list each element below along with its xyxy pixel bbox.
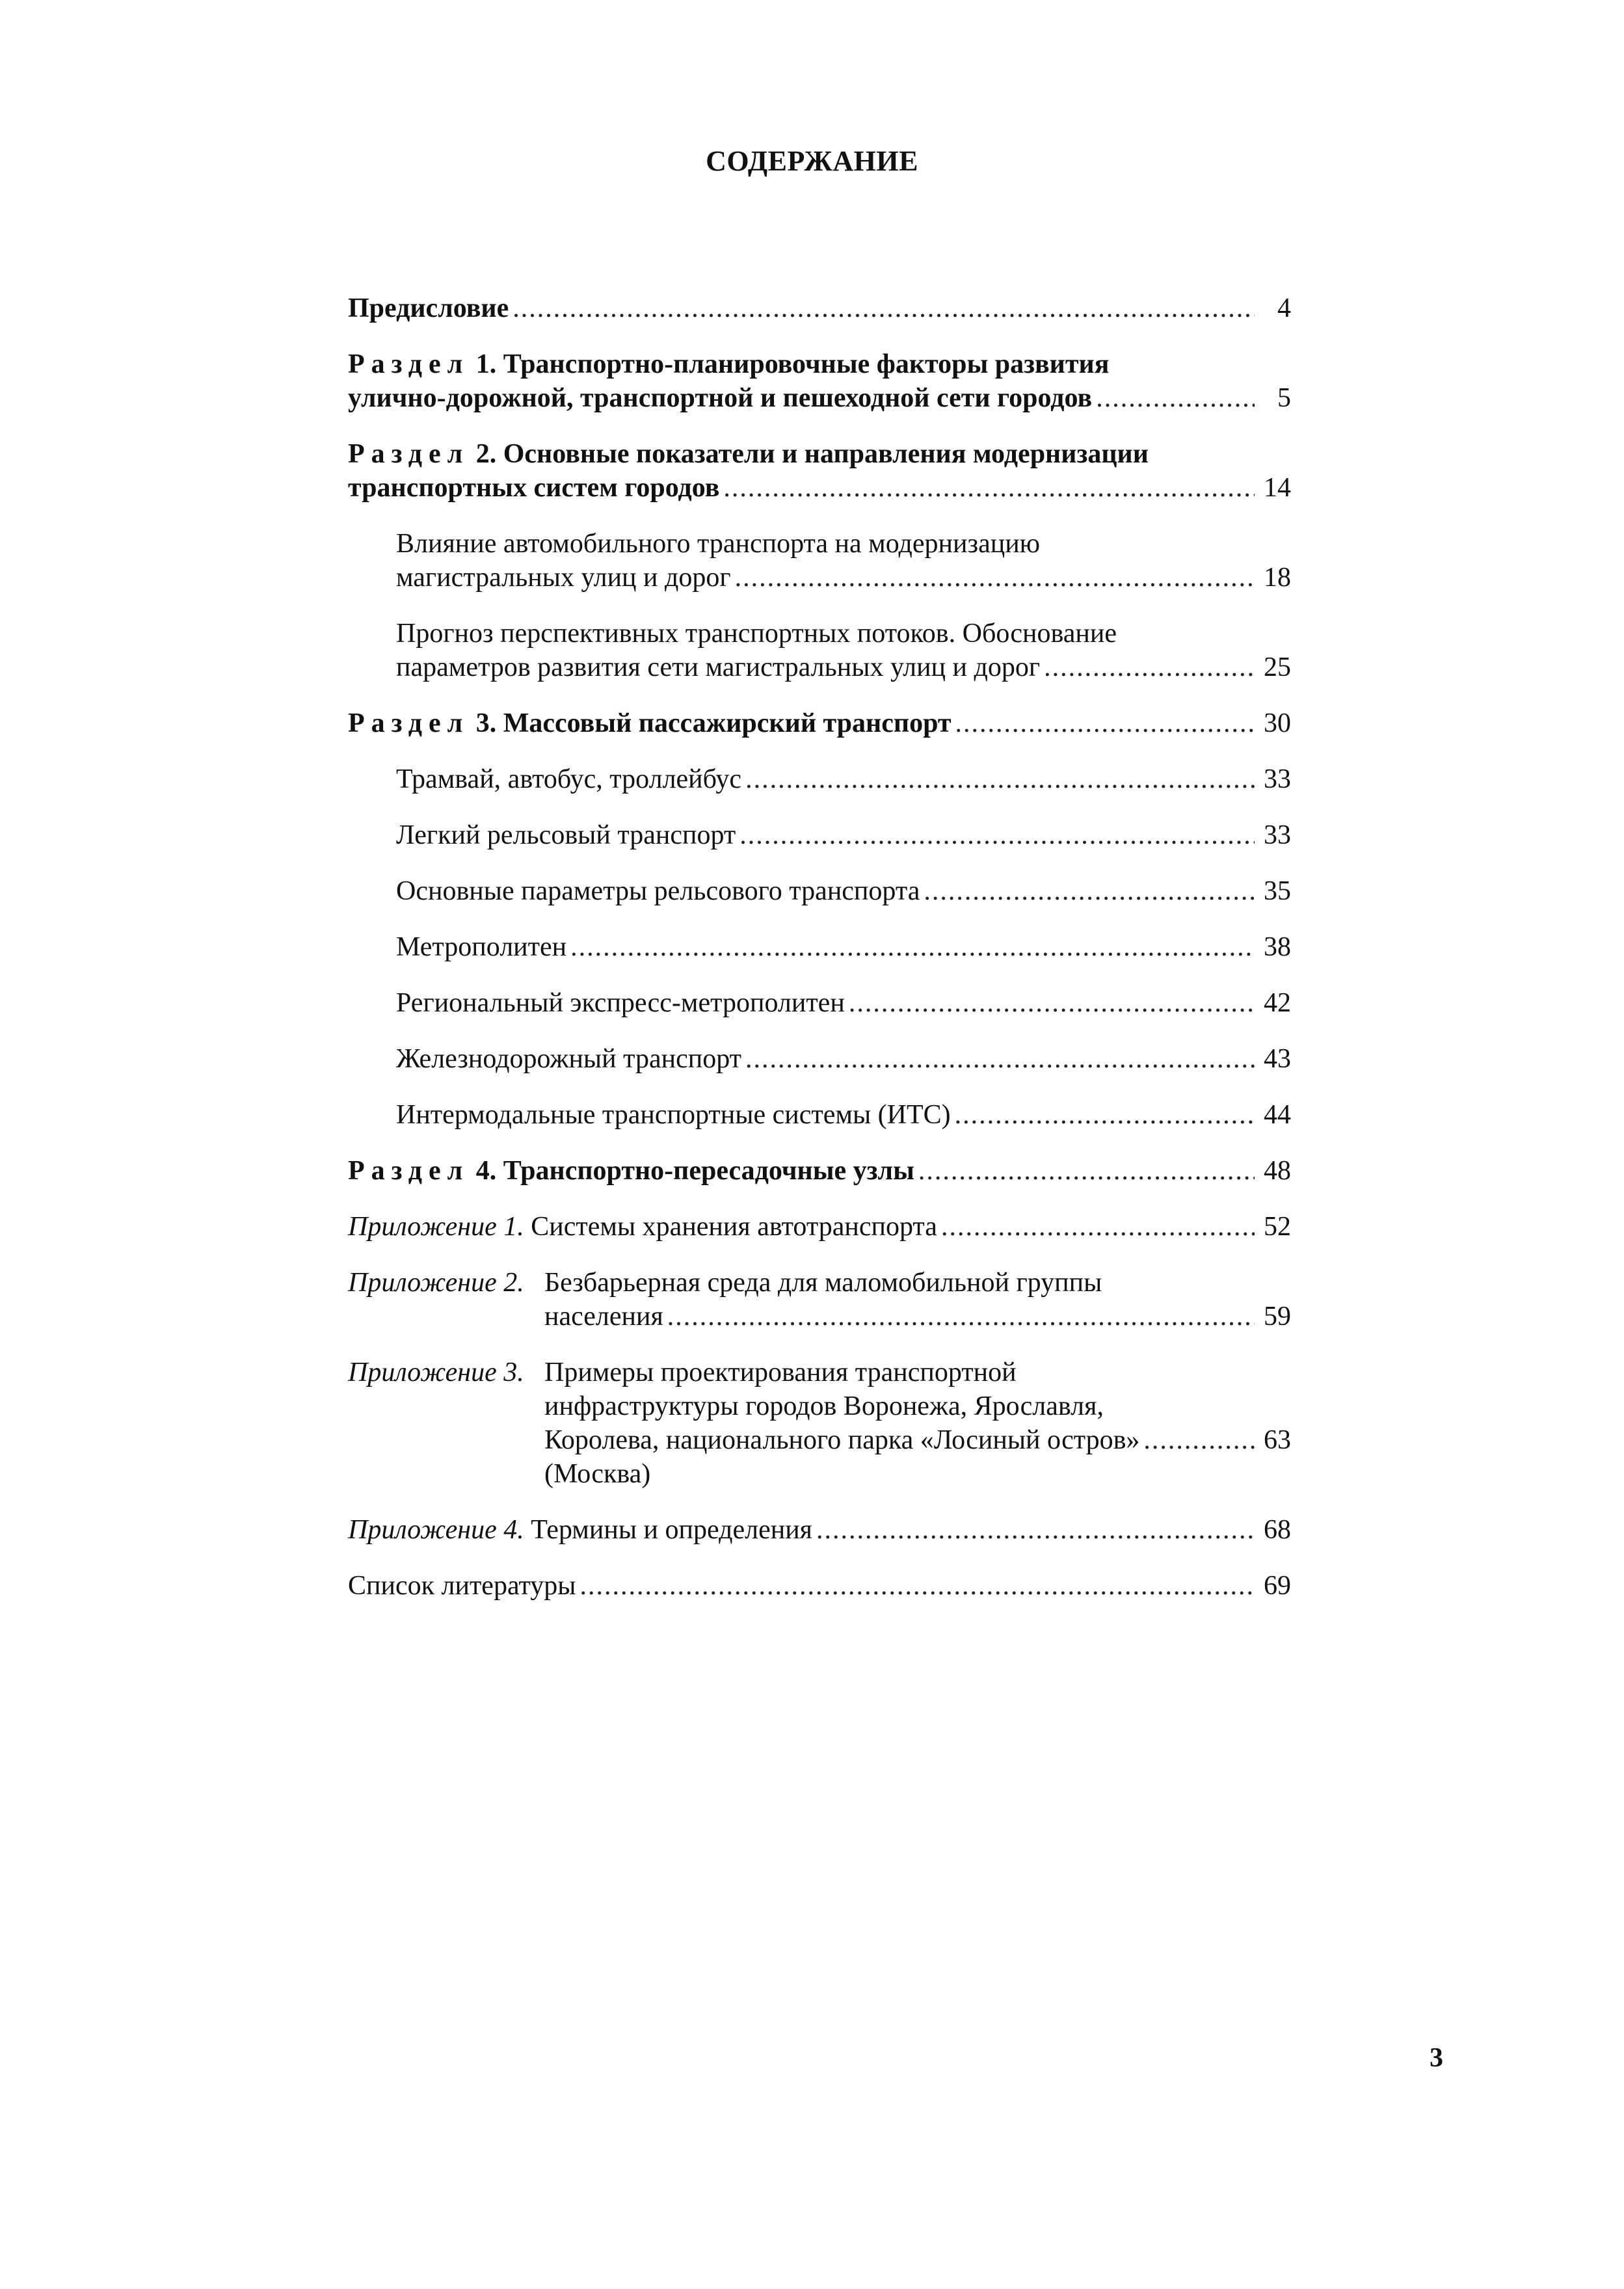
leader-dots <box>1143 1423 1255 1457</box>
leader-dots <box>723 471 1255 505</box>
toc-entry-label: Термины и определения <box>531 1515 812 1545</box>
toc-page-number: 48 <box>1264 1156 1291 1186</box>
toc-page-number: 33 <box>1264 764 1291 794</box>
toc-entry-label: Транспортно-планировочные факторы развития <box>503 349 1110 379</box>
leader-dots <box>745 762 1255 796</box>
toc-page-number: 52 <box>1264 1212 1291 1242</box>
toc-page-number: 4 <box>1277 293 1291 323</box>
toc-entry-label: Основные параметры рельсового транспорта <box>396 876 920 906</box>
toc-entry-label-cont: инфраструктуры городов Воронежа, Ярославля, <box>544 1391 1104 1421</box>
section-prefix: Раздел <box>348 439 470 469</box>
toc-entry-subsection[interactable] <box>348 818 1291 852</box>
leader-dots <box>735 561 1255 595</box>
toc-page-number: 33 <box>1264 820 1291 850</box>
toc-entry-subsection[interactable] <box>348 930 1291 964</box>
leader-dots <box>570 930 1255 964</box>
appendix-label: Приложение 3. <box>348 1358 524 1387</box>
toc-entry-label: Легкий рельсовый транспорт <box>396 820 736 850</box>
section-prefix: Раздел <box>348 1156 470 1186</box>
toc-page-number: 69 <box>1264 1571 1291 1601</box>
toc-entry-label-cont: Королева, национального парка «Лосиный остров» <box>544 1425 1140 1455</box>
leader-dots <box>816 1513 1255 1547</box>
toc-entry-appendix-2[interactable] <box>348 1266 1291 1333</box>
toc-page-number: 38 <box>1264 932 1291 962</box>
toc-entry-label: Примеры проектирования транспортной <box>544 1358 1017 1387</box>
leader-dots <box>955 1098 1255 1132</box>
toc-entry-label-cont: параметров развития сети магистральных улиц и дорог <box>396 652 1041 682</box>
leader-dots <box>924 874 1255 908</box>
toc-entry-label-cont: улично-дорожной, транспортной и пешеходной сети городов <box>348 383 1093 413</box>
toc-entry-section-4[interactable] <box>348 1154 1291 1188</box>
section-prefix: Раздел <box>348 708 470 738</box>
toc-entry-label: Транспортно-пересадочные узлы <box>503 1156 914 1186</box>
page-number: 3 <box>1430 2043 1443 2073</box>
section-prefix: Раздел <box>348 349 470 379</box>
appendix-label: Приложение 4. <box>348 1515 524 1545</box>
page-title: СОДЕРЖАНИЕ <box>706 145 918 177</box>
toc-entry-appendix-4[interactable] <box>348 1513 1291 1547</box>
toc-entry-label: Массовый пассажирский транспорт <box>503 708 952 738</box>
toc-page-number: 18 <box>1264 563 1291 593</box>
toc-entry-subsection[interactable] <box>348 762 1291 796</box>
toc-entry-references[interactable] <box>348 1569 1291 1603</box>
toc-entry-label: Прогноз перспективных транспортных потоков. Обоснование <box>396 619 1117 649</box>
toc-page-number: 44 <box>1264 1100 1291 1130</box>
toc-entry-label: Список литературы <box>348 1571 576 1601</box>
toc-entry-section-1[interactable] <box>348 347 1291 415</box>
section-number: 1. <box>475 349 497 379</box>
appendix-label: Приложение 2. <box>348 1268 524 1298</box>
toc-page-number: 30 <box>1264 708 1291 738</box>
toc-page-number: 59 <box>1264 1302 1291 1332</box>
toc-entry-preface[interactable] <box>348 291 1291 325</box>
toc-page-number: 63 <box>1264 1425 1291 1455</box>
leader-dots <box>955 706 1255 740</box>
toc-entry-section-2[interactable] <box>348 437 1291 505</box>
toc-entry-label: Безбарьерная среда для маломобильной группы <box>544 1268 1102 1298</box>
section-number: 2. <box>475 439 497 469</box>
leader-dots <box>941 1210 1255 1244</box>
appendix-label: Приложение 1. <box>348 1212 524 1242</box>
toc-page-number: 43 <box>1264 1044 1291 1074</box>
toc-page-number: 68 <box>1264 1515 1291 1545</box>
toc-page-number: 42 <box>1264 988 1291 1018</box>
toc-entry-subsection[interactable] <box>348 527 1291 595</box>
toc-page-number: 14 <box>1264 473 1291 503</box>
toc-entry-subsection[interactable] <box>348 617 1291 684</box>
toc-entry-label: Основные показатели и направления модернизации <box>503 439 1149 469</box>
toc-entry-label: Трамвай, автобус, троллейбус <box>396 764 742 794</box>
toc-entry-subsection[interactable] <box>348 874 1291 908</box>
toc-entry-label: Влияние автомобильного транспорта на модернизацию <box>396 529 1041 559</box>
toc-entry-label-cont: (Москва) <box>544 1459 651 1489</box>
toc-entry-label: Интермодальные транспортные системы (ИТС) <box>396 1100 951 1130</box>
toc-entry-label-cont: населения <box>544 1302 663 1332</box>
toc-entry-subsection[interactable] <box>348 1042 1291 1076</box>
toc-page-number: 5 <box>1277 383 1291 413</box>
section-number: 4. <box>475 1156 497 1186</box>
section-number: 3. <box>475 708 497 738</box>
leader-dots <box>745 1042 1255 1076</box>
toc-entry-label-cont: магистральных улиц и дорог <box>396 563 731 593</box>
toc-entry-subsection[interactable] <box>348 986 1291 1020</box>
leader-dots <box>918 1154 1255 1188</box>
leader-dots <box>1044 650 1255 684</box>
table-of-contents <box>348 291 1291 1625</box>
toc-entry-subsection[interactable] <box>348 1098 1291 1132</box>
toc-entry-label: Метрополитен <box>396 932 567 962</box>
leader-dots <box>512 291 1255 325</box>
toc-entry-appendix-1[interactable] <box>348 1210 1291 1244</box>
leader-dots <box>667 1300 1255 1333</box>
leader-dots <box>580 1569 1255 1603</box>
leader-dots <box>849 986 1255 1020</box>
toc-entry-label: Железнодорожный транспорт <box>396 1044 742 1074</box>
toc-entry-label: Предисловие <box>348 293 509 323</box>
toc-entry-appendix-3[interactable] <box>348 1356 1291 1491</box>
toc-entry-label-cont: транспортных систем городов <box>348 473 720 503</box>
toc-page-number: 35 <box>1264 876 1291 906</box>
toc-entry-label: Региональный экспресс-метрополитен <box>396 988 845 1018</box>
toc-entry-section-3[interactable] <box>348 706 1291 740</box>
leader-dots <box>739 818 1255 852</box>
toc-entry-label: Системы хранения автотранспорта <box>531 1212 937 1242</box>
toc-page-number: 25 <box>1264 652 1291 682</box>
leader-dots <box>1096 381 1255 415</box>
